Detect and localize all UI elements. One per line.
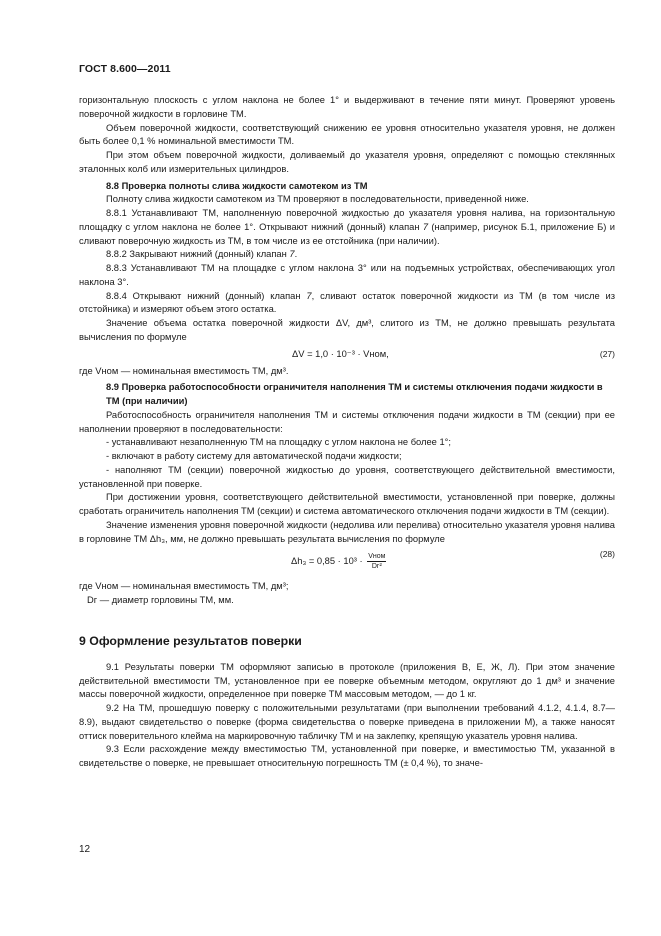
section-heading-8-8: 8.8 Проверка полноты слива жидкости самотеком из ТМ [106,180,368,191]
page-number: 12 [79,844,91,855]
paragraph-8-8-1: 8.8.1 Устанавливают ТМ, наполненную поверочной жидкостью до указателя уровня налива, на горизонтальную площадку с углом наклона не более 1°. Открывают нижний (донный) клапан 7 (например, рисунок Б.1, приложение Б) и сливают поверочную жидкость из ТМ, в том числе из ее отстойника (при наличии). [79,208,615,246]
paragraph-8-8-2: 8.8.2 Закрывают нижний (донный) клапан 7. [106,249,298,260]
formula-27-expression: ΔV = 1,0 · 10⁻³ · Vном, [292,348,389,359]
paragraph: При этом объем поверочной жидкости, доливаемый до указателя уровня, определяют с помощью стеклянных эталонных колб или измерительных цилиндров. [79,150,615,174]
paragraph-8-8-4: 8.8.4 Открывают нижний (донный) клапан 7, сливают остаток поверочной жидкости из ТМ (в том числе из отстойника) и измеряют объем этого остатка. [79,290,616,315]
section-heading-8-9: 8.9 Проверка работоспособности ограничителя наполнения ТМ и системы отключения подачи жидкости в ТМ (при наличии) [106,382,603,406]
paragraph: Значение изменения уровня поверочной жидкости (недолива или перелива) относительно указателя уровня налива в горловине ТМ Δh₃, мм, не должно превышать результата вычисления по формуле [79,519,615,544]
formula-28-fraction: $\frac{\text{Vном}}{\text{Dг²}}$ [368,553,386,571]
formula-27 [79,345,615,365]
paragraph-9-1: 9.1 Результаты поверки ТМ оформляют записью в протоколе (приложения В, Е, Ж, Л). При этом значение действительной вместимости ТМ, установленное при ее поверке объемным методом, округляют до 1 дм³ и значение массы поверочной жидкости, определенное при поверке ТМ массовым методом, — до 1 кг. [79,661,615,700]
paragraph: Объем поверочной жидкости, соответствующий снижению ее уровня относительно указателя уровня, не должен быть более 0,1 % номинальной вместимости ТМ. [79,122,615,147]
paragraph-9-3: 9.3 Если расхождение между вместимостью ТМ, установленной при поверке, и вместимостью ТМ, указанной в свидетельстве о поверке, не превышает относительную погрешность ТМ (± 0,4 %), то значе- [79,744,615,768]
document-header: ГОСТ 8.600—2011 [79,63,171,75]
formula-legend: где Vном — номинальная вместимость ТМ, дм³; [79,581,289,592]
formula-27-number: (27) [599,348,615,359]
paragraph: При достижении уровня, соответствующего действительной вместимости, установленной при поверке, должны сработать ограничитель наполнения ТМ (секции) и система автоматического отключения подачи жидкости в ТМ (секции). [79,492,615,516]
formula-28-number: (28) [599,549,615,560]
paragraph: горизонтальную плоскость с углом наклона не более 1° и выдерживают в течение пяти минут. Проверяют уровень поверочной жидкости в горловине ТМ. [79,95,615,119]
formula-28-expression: Δh₃ = 0,85 · 10³ · $\frac{\text{Vном}}{\text{Dг²}}$ [291,553,386,571]
paragraph: Полноту слива жидкости самотеком из ТМ проверяют в последовательности, приведенной ниже. [106,194,529,205]
document-body [79,94,615,771]
list-item: - устанавливают незаполненную ТМ на площадку с углом наклона не более 1°; [106,437,452,448]
formula-legend: Dг — диаметр горловины ТМ, мм. [87,595,234,605]
paragraph: Значение объема остатка поверочной жидкости ΔV, дм³, слитого из ТМ, не должно превышать результата вычисления по формуле [79,318,615,342]
paragraph-9-2: 9.2 На ТМ, прошедшую поверку с положительными результатами (при выполнении требований 4.1.2, 4.1.4, 8.7—8.9), выдают свидетельство о поверке (форма свидетельства о поверке приведена в приложении М), а также наносят оттиск поверительного клейма на маркировочную табличку ТМ и на заклепку, крепящую указатель уровня налива. [79,703,615,741]
formula-legend: где Vном — номинальная вместимость ТМ, дм³. [79,365,289,376]
paragraph: Работоспособность ограничителя наполнения ТМ и системы отключения подачи жидкости в ТМ (секции) при ее наполнении проверяют в последовательности: [79,409,615,434]
list-item: - включают в работу систему для автоматической подачи жидкости; [106,451,402,461]
section-heading-9: 9 Оформление результатов поверки [79,633,302,648]
list-item: - наполняют ТМ (секции) поверочной жидкостью до уровня, соответствующего действительной вместимости, установленной при поверке. [79,464,615,489]
formula-28 [79,548,615,578]
paragraph-8-8-3: 8.8.3 Устанавливают ТМ на площадке с углом наклона 3° или на подъемных устройствах, обеспечивающих угол наклона 3°. [79,263,615,287]
